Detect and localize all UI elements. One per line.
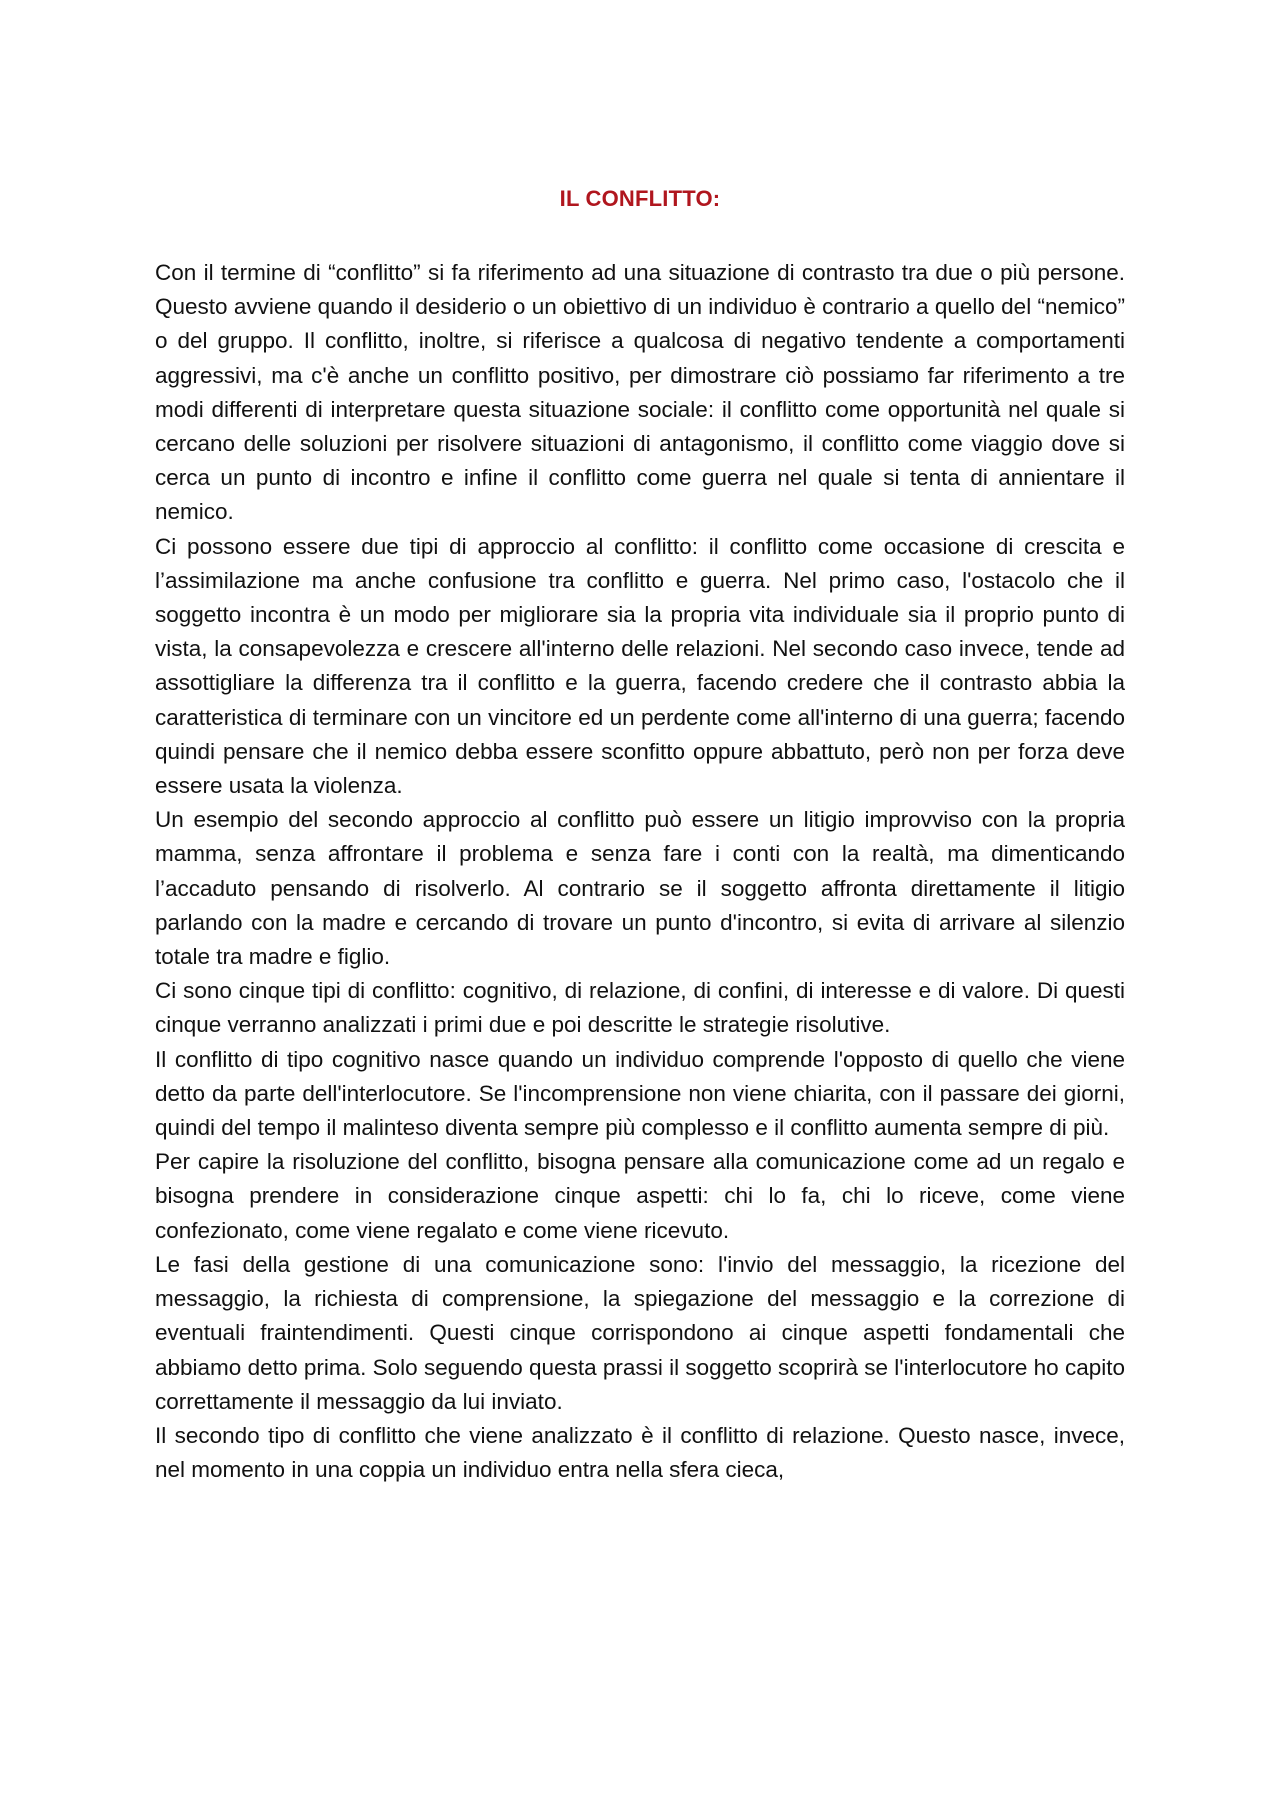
paragraph-resolution: Per capire la risoluzione del conflitto, bisogna pensare alla comunicazione come ad un regalo e bisogna prendere in considerazione cinque aspetti: chi lo fa, chi lo riceve, come viene confezionato, come viene regalato e come viene ricevuto. [155,1149,1125,1243]
paragraph-types: Ci sono cinque tipi di conflitto: cognitivo, di relazione, di confini, di interesse e di valore. Di questi cinque verranno analizzati i primi due e poi descritte le strategie risolutive. [155,978,1125,1038]
paragraph-cognitive-conflict: Il conflitto di tipo cognitivo nasce quando un individuo comprende l'opposto di quello che viene detto da parte dell'interlocutore. Se l'incomprensione non viene chiarita, con il passare dei giorni, quindi del tempo il malinteso diventa sempre più complesso e il conflitto aumenta sempre di più. [155,1046,1125,1141]
paragraph-approaches: Ci possono essere due tipi di approccio al conflitto: il conflitto come occasione di crescita e l’assimilazione ma anche confusione tra conflitto e guerra. Nel primo caso, l'ostacolo che il soggetto incontra è un modo per migliorare sia la propria vita individuale sia il proprio punto di vista, la consapevolezza e crescere all'interno delle relazioni. Nel secondo caso invece, tende ad assottigliare la differenza tra il conflitto e la guerra, facendo credere che il contrasto abbia la caratteristica di terminare con un vincitore ed un perdente come all'interno di una guerra; facendo quindi pensare che il nemico debba essere sconfitto oppure abbattuto, però non per forza deve essere usata la violenza. [155,533,1125,799]
paragraph-relationship-conflict: Il secondo tipo di conflitto che viene analizzato è il conflitto di relazione. Questo nasce, invece, nel momento in una coppia un individuo entra nella sfera cieca, [155,1422,1125,1483]
document-title: IL CONFLITTO: [559,186,721,211]
paragraph-communication-phases: Le fasi della gestione di una comunicazione sono: l'invio del messaggio, la ricezione del messaggio, la richiesta di comprensione, la spiegazione del messaggio e la correzione di eventuali fraintendimenti. Questi cinque corrispondono ai cinque aspetti fondamentali che abbiamo detto prima. Solo seguendo questa prassi il soggetto scoprirà se l'interlocutore ho capito correttamente il messaggio da lui inviato. [155,1251,1125,1414]
document-page [155,184,1125,1487]
paragraph-example: Un esempio del secondo approccio al conflitto può essere un litigio improvviso con la propria mamma, senza affrontare il problema e senza fare i conti con la realtà, ma dimenticando l’accaduto pensando di risolverlo. Al contrario se il soggetto affronta direttamente il litigio parlando con la madre e cercando di trovare un punto d'incontro, si evita di arrivare al silenzio totale tra madre e figlio. [155,807,1125,970]
paragraph-definition: Con il termine di “conflitto” si fa riferimento ad una situazione di contrasto tra due o più persone. Questo avviene quando il desiderio o un obiettivo di un individuo è contrario a quello del “nemico” o del gruppo. Il conflitto, inoltre, si riferisce a qualcosa di negativo tendente a comportamenti aggressivi, ma c'è anche un conflitto positivo, per dimostrare ciò possiamo far riferimento a tre modi differenti di interpretare questa situazione sociale: il conflitto come opportunità nel quale si cercano delle soluzioni per risolvere situazioni di antagonismo, il conflitto come viaggio dove si cerca un punto di incontro e infine il conflitto come guerra nel quale si tenta di annientare il nemico. [155,260,1125,525]
